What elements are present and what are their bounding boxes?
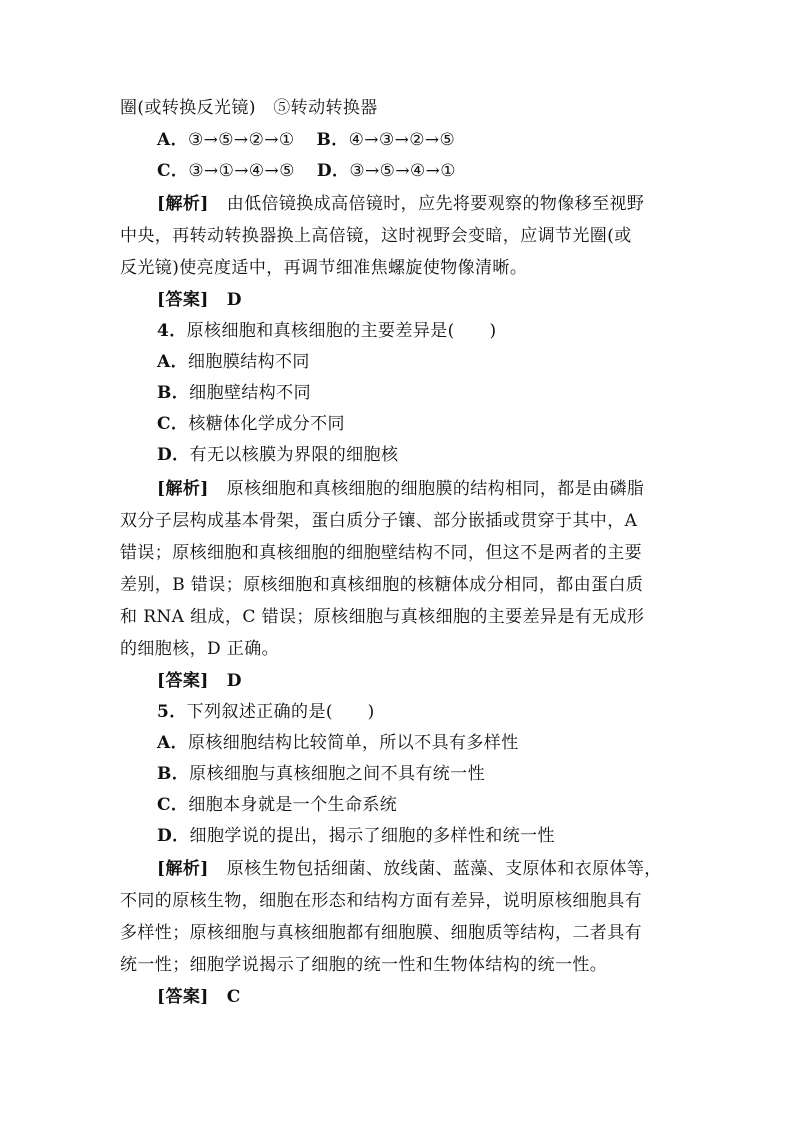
q5-option-a [157,731,519,755]
q5-analysis-line-1 [157,857,662,881]
q4-option-b [157,381,311,405]
q5-option-c [157,793,397,817]
q3-answer [157,288,242,312]
q4-answer [157,669,242,693]
q4-analysis-tag: [解析] [157,479,209,499]
q5-option-d-text: 细胞学说的提出，揭示了细胞的多样性和统一性 [189,826,555,846]
q5-option-d [157,824,555,848]
q3-option-c-label: C． [157,161,189,181]
q4-answer-tag: [答案] [157,671,209,691]
q4-option-b-label: B． [157,383,190,403]
q3-answer-tag: [答案] [157,290,209,310]
q4-option-b-text: 细胞壁结构不同 [189,383,311,403]
q5-answer-tag: [答案] [157,987,209,1007]
q4-analysis-text: 原核细胞和真核细胞的细胞膜的结构相同，都是由磷脂 [226,479,645,499]
q5-option-c-text: 细胞本身就是一个生命系统 [188,795,398,815]
q3-options-row-2 [157,159,456,183]
q3-option-c-text: ③→①→④→⑤ [188,161,295,181]
q3-option-d-text: ③→⑤→④→① [349,161,456,181]
q4-analysis-line-1 [157,477,644,501]
q5-analysis-text: 原核生物包括细菌、放线菌、蓝藻、支原体和衣原体等， [226,859,662,879]
q4-analysis-line-4: 差别，B 错误；原核细胞和真核细胞的核糖体成分相同，都由蛋白质 [120,575,644,595]
q4-option-c-label: C． [157,414,189,434]
q5-analysis-tag: [解析] [157,859,209,879]
q5-option-b-label: B． [157,764,190,784]
q4-option-d [157,443,398,467]
q4-option-c [157,412,345,436]
q3-analysis-line-3: 反光镜)使亮度适中，再调节细准焦螺旋使物像清晰。 [120,258,528,278]
q4-option-d-text: 有无以核膜为界限的细胞核 [189,445,399,465]
q5-answer-value: C [226,987,241,1007]
q3-analysis-text: 由低倍镜换成高倍镜时，应先将要观察的物像移至视野 [226,194,645,214]
q5-option-b [157,762,485,786]
q3-option-a-label: A． [157,130,188,150]
q5-option-c-label: C． [157,795,189,815]
q4-option-c-text: 核糖体化学成分不同 [188,414,345,434]
q3-stem-tail: 圈(或转换反光镜) ⑤转动转换器 [120,98,378,118]
q4-analysis-line-2: 双分子层构成基本骨架，蛋白质分子镶、部分嵌插或贯穿于其中，A [120,511,638,531]
q5-analysis-line-2: 不同的原核生物，细胞在形态和结构方面有差异，说明原核细胞具有 [120,891,642,911]
q4-option-a [157,350,310,374]
q5-analysis-line-4: 统一性；细胞学说揭示了细胞的统一性和生物体结构的统一性。 [120,955,608,975]
q5-number: 5． [157,702,187,722]
q4-stem-text: 原核细胞和真核细胞的主要差异是( ) [186,321,497,341]
q5-option-a-text: 原核细胞结构比较简单，所以不具有多样性 [188,733,519,753]
q5-stem-text: 下列叙述正确的是( ) [186,702,375,722]
q4-number: 4． [157,321,187,341]
q3-option-b-text: ④→③→②→⑤ [348,130,456,150]
q4-option-d-label: D． [157,445,190,465]
q3-options-row-1 [157,128,455,152]
q3-option-a-text: ③→⑤→②→① [188,130,295,150]
q4-stem [157,319,497,343]
q5-option-a-label: A． [157,733,188,753]
q3-answer-value: D [226,290,242,310]
q3-analysis-line-2: 中央，再转动转换器换上高倍镜，这时视野会变暗，应调节光圈(或 [120,226,632,246]
q3-analysis-tag: [解析] [157,194,209,214]
q4-analysis-line-3: 错误；原核细胞和真核细胞的细胞壁结构不同，但这不是两者的主要 [120,543,642,563]
q4-answer-value: D [226,671,242,691]
q3-option-d-label: D． [316,161,350,181]
q4-option-a-label: A． [157,352,188,372]
q5-option-d-label: D． [157,826,190,846]
q4-analysis-line-5: 和 RNA 组成，C 错误；原核细胞与真核细胞的主要差异是有无成形 [120,607,645,627]
q5-answer [157,985,241,1009]
q5-analysis-line-3: 多样性；原核细胞与真核细胞都有细胞膜、细胞质等结构，二者具有 [120,923,642,943]
q5-stem [157,700,375,724]
q4-analysis-line-6: 的细胞核，D 正确。 [120,639,280,659]
q5-option-b-text: 原核细胞与真核细胞之间不具有统一性 [189,764,485,784]
q4-option-a-text: 细胞膜结构不同 [188,352,310,372]
q3-analysis-line-1 [157,192,644,216]
q3-option-b-label: B． [316,130,349,150]
